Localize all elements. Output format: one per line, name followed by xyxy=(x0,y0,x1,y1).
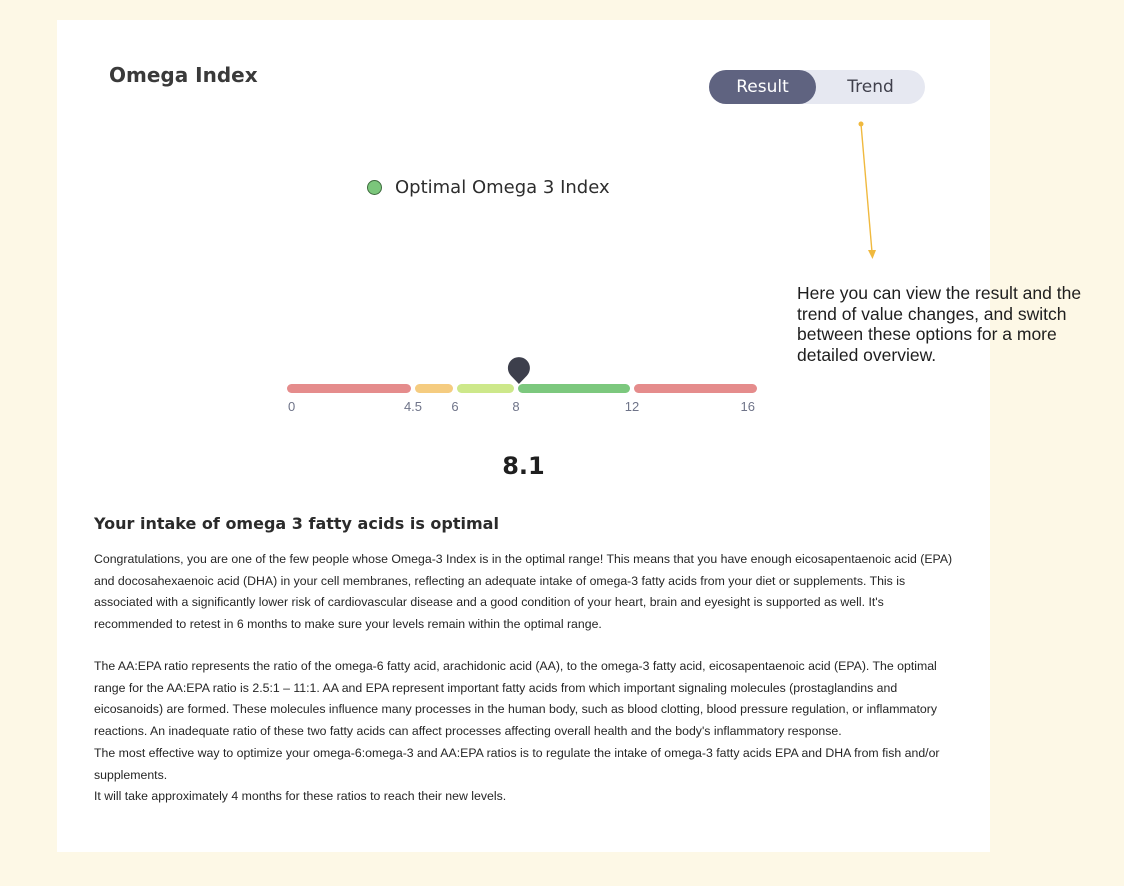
page-title: Omega Index xyxy=(109,63,258,87)
annotation-arrow-head xyxy=(868,250,876,259)
annotation-arrow-line xyxy=(861,124,872,252)
scale-tick-label: 6 xyxy=(451,399,459,414)
paragraph-text: The AA:EPA ratio represents the ratio of the omega-6 fatty acid, arachidonic acid (AA), to the omega-3 fatty acid, eicosapentaenoic acid (EPA). The optimal range for the AA:EPA ratio is 2.5:1 – 11:1. AA and EPA represent important fatty acids from which important signaling molecules (prostaglandins and eicosanoids) are formed. These molecules influence many processes in the human body, such as blood clotting, blood pressure regulation, or inflammatory reactions. An inadequate ratio of these two fatty acids can affect processes affecting overall health and the body's inflammatory response. xyxy=(94,659,938,739)
paragraph-text: It will take approximately 4 months for these ratios to reach their new levels. xyxy=(94,789,507,804)
scale-tick-label: 8 xyxy=(512,399,520,414)
scale-tick-label: 0 xyxy=(288,399,296,414)
scale-tick-label: 12 xyxy=(624,399,640,414)
paragraph-text: Congratulations, you are one of the few people whose Omega-3 Index is in the optimal range! This means that you have enough eicosapentaenoic acid (EPA) and docosahexaenoic acid (DHA) in your cell membranes, reflecting an adequate intake of omega-3 fatty acids from your diet or supplements. This is associated with a significantly lower risk of cardiovascular disease and a good condition of your heart, brain and eyesight is supported as well. It's recommended to retest in 6 months to make sure your levels remain within the optimal range. xyxy=(94,552,953,632)
annotation-text: Here you can view the result and the trend of value changes, and switch between these options for a more detailed overview. xyxy=(797,283,1082,365)
paragraph-text: The most effective way to optimize your omega-6:omega-3 and AA:EPA ratios is to regulate the intake of omega-3 fatty acids EPA and DHA from fish and/or supplements. xyxy=(94,745,940,782)
scale-tick-label: 16 xyxy=(740,399,755,414)
status-label: Optimal Omega 3 Index xyxy=(395,176,610,198)
result-tab[interactable]: Result xyxy=(709,70,816,104)
scale-tick-label: 4.5 xyxy=(403,399,423,414)
section-title: Your intake of omega 3 fatty acids is optimal xyxy=(94,514,499,533)
trend-tab[interactable]: Trend xyxy=(847,77,894,97)
score-value: 8.1 xyxy=(502,452,545,480)
